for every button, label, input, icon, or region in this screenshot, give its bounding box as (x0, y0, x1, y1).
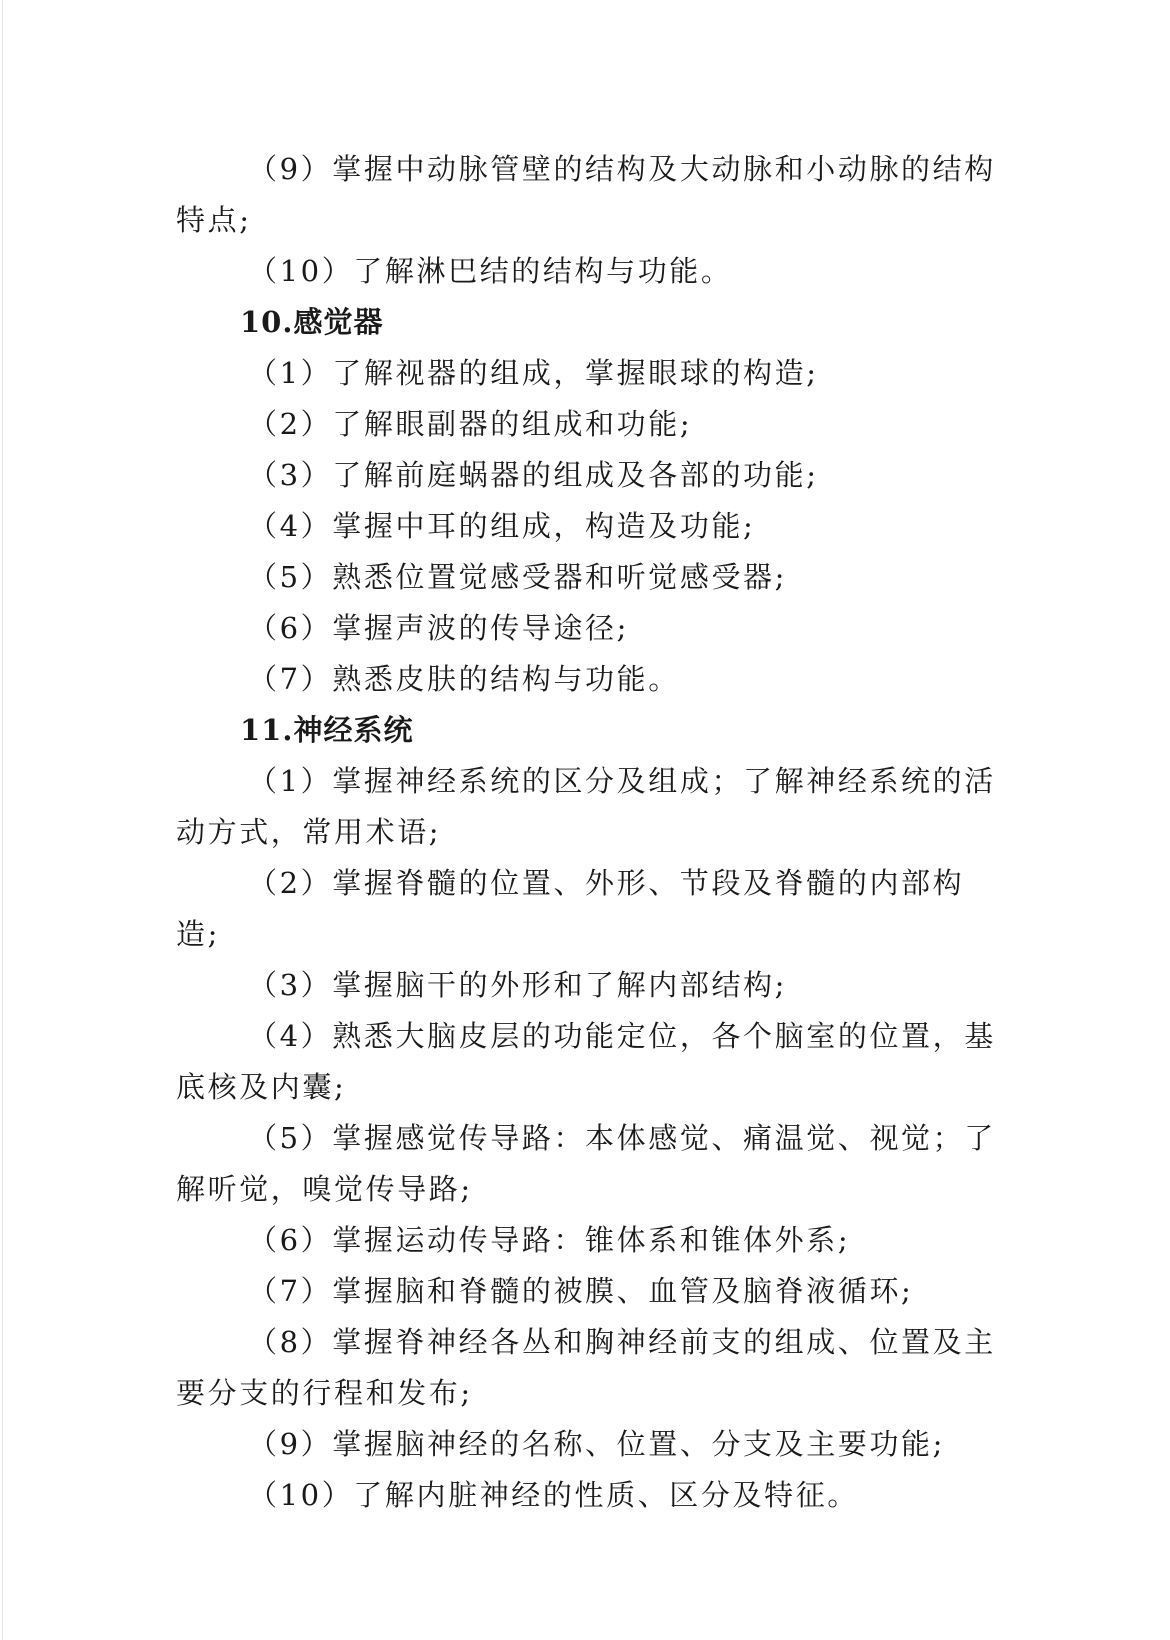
page-edge (2, 0, 3, 1640)
list-item-nervous-5: （5）掌握感觉传导路：本体感觉、痛温觉、视觉；了解听觉，嗅觉传导路; (176, 1121, 996, 1206)
section-heading-sensory-organs: 10.感觉器 (240, 305, 384, 339)
list-item-sensory-6: （6）掌握声波的传导途径; (248, 611, 630, 645)
list-item-nervous-4: （4）熟悉大脑皮层的功能定位，各个脑室的位置，基底核及内囊; (176, 1019, 996, 1104)
list-item-circulatory-10: （10）了解淋巴结的结构与功能。 (248, 254, 733, 288)
list-item-nervous-2: （2）掌握脊髓的位置、外形、节段及脊髓的内部构造; (176, 866, 965, 951)
list-item-nervous-10: （10）了解内脏神经的性质、区分及特征。 (248, 1478, 859, 1512)
list-item-circulatory-9: （9）掌握中动脉管壁的结构及大动脉和小动脉的结构特点; (176, 152, 996, 237)
list-item-sensory-1: （1）了解视器的组成，掌握眼球的构造; (248, 356, 819, 390)
list-item-sensory-5: （5）熟悉位置觉感受器和听觉感受器; (248, 560, 788, 594)
list-item-nervous-6: （6）掌握运动传导路：锥体系和锥体外系; (248, 1223, 851, 1257)
list-item-sensory-4: （4）掌握中耳的组成，构造及功能; (248, 509, 756, 543)
list-item-sensory-3: （3）了解前庭蜗器的组成及各部的功能; (248, 458, 819, 492)
list-item-sensory-7: （7）熟悉皮肤的结构与功能。 (248, 662, 680, 696)
list-item-nervous-9: （9）掌握脑神经的名称、位置、分支及主要功能; (248, 1427, 946, 1461)
list-item-nervous-3: （3）掌握脑干的外形和了解内部结构; (248, 968, 788, 1002)
list-item-sensory-2: （2）了解眼副器的组成和功能; (248, 407, 693, 441)
list-item-nervous-8: （8）掌握脊神经各丛和胸神经前支的组成、位置及主要分支的行程和发布; (176, 1325, 996, 1410)
document-body (176, 144, 996, 1521)
list-item-nervous-7: （7）掌握脑和脊髓的被膜、血管及脑脊液循环; (248, 1274, 914, 1308)
list-item-nervous-1: （1）掌握神经系统的区分及组成；了解神经系统的活动方式，常用术语; (176, 764, 996, 849)
section-heading-nervous-system: 11.神经系统 (240, 713, 414, 747)
